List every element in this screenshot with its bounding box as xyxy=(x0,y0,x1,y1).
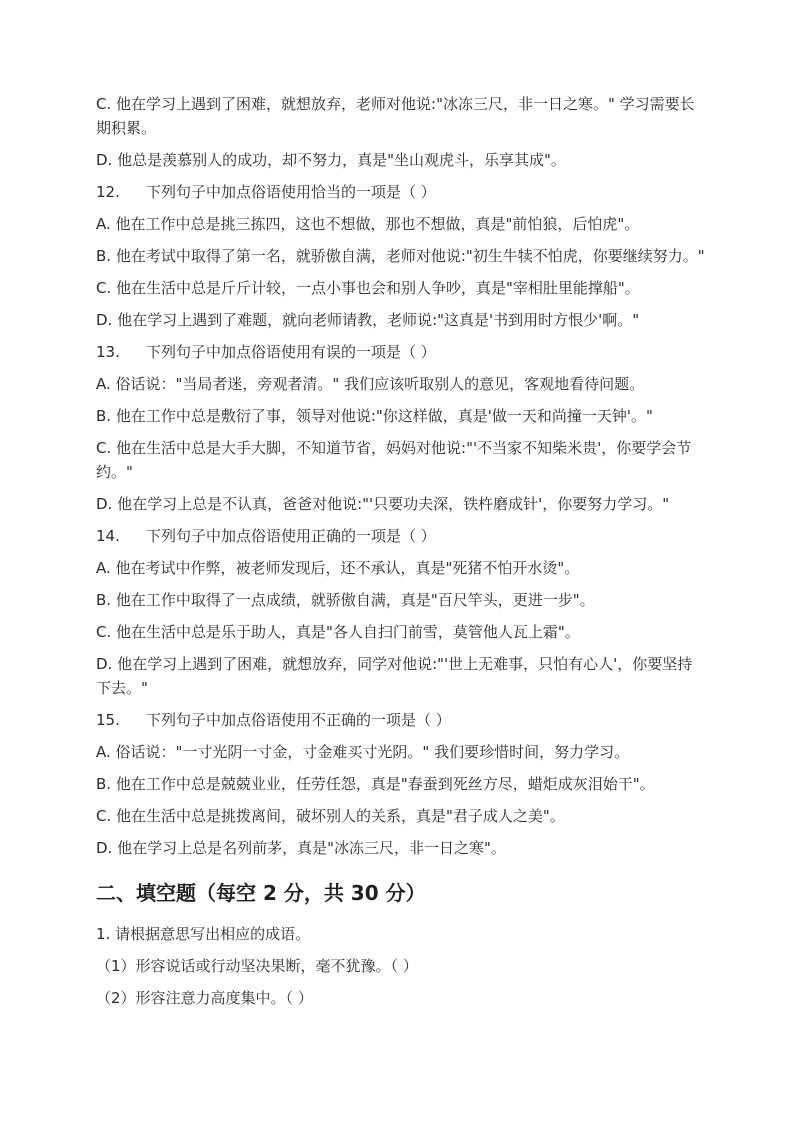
fill-question-1-part1: （1）形容说话或行动坚决果断，毫不犹豫。（ ） xyxy=(96,957,418,975)
question-13 xyxy=(96,340,706,364)
question-15 xyxy=(96,708,706,732)
option-11c-line1: C. 他在学习上遇到了困难，就想放弃，老师对他说:"冰冻三尺，非一日之寒。" 学习需要长 xyxy=(96,95,695,113)
question-number: 15. xyxy=(96,711,120,729)
option-13c-line1: C. 他在生活中总是大手大脚，不知道节省，妈妈对他说:"'不当家不知柴米贵'，你要学会节 xyxy=(96,439,692,457)
option-12a: A. 他在工作中总是挑三拣四，这也不想做，那也不想做，真是"前怕狼，后怕虎"。 xyxy=(96,215,640,233)
question-text: 下列句子中加点俗语使用有误的一项是（ ） xyxy=(146,343,436,361)
option-15c: C. 他在生活中总是挑拨离间，破坏别人的关系，真是"君子成人之美"。 xyxy=(96,807,565,825)
option-13d: D. 他在学习上总是不认真，爸爸对他说:"'只要功夫深，铁杵磨成针'，你要努力学习。" xyxy=(96,495,670,513)
option-15a: A. 俗话说："一寸光阴一寸金，寸金难买寸光阴。" 我们要珍惜时间，努力学习。 xyxy=(96,743,630,761)
option-12d: D. 他在学习上遇到了难题，就向老师请教，老师说:"这真是'书到用时方恨少'啊。" xyxy=(96,311,640,329)
option-13a: A. 俗话说："当局者迷，旁观者清。" 我们应该听取别人的意见，客观地看待问题。 xyxy=(96,375,645,393)
question-12 xyxy=(96,180,706,204)
option-15d: D. 他在学习上总是名列前茅，真是"冰冻三尺，非一日之寒"。 xyxy=(96,839,506,857)
option-15b: B. 他在工作中总是兢兢业业，任劳任怨，真是"春蚕到死丝方尽，蜡炬成灰泪始干"。 xyxy=(96,775,655,793)
fill-question-1-part2: （2）形容注意力高度集中。（ ） xyxy=(96,989,313,1007)
question-14 xyxy=(96,524,706,548)
fill-question-1: 1. 请根据意思写出相应的成语。 xyxy=(96,925,311,943)
option-13c-line2: 约。" xyxy=(96,463,133,481)
option-12c: C. 他在生活中总是斤斤计较，一点小事也会和别人争吵，真是"宰相肚里能撑船"。 xyxy=(96,279,640,297)
option-12b: B. 他在考试中取得了第一名，就骄傲自满，老师对他说:"初生牛犊不怕虎，你要继续努力。" xyxy=(96,247,705,265)
question-number: 13. xyxy=(96,343,120,361)
question-text: 下列句子中加点俗语使用恰当的一项是（ ） xyxy=(146,183,436,201)
option-14c: C. 他在生活中总是乐于助人，真是"各人自扫门前雪，莫管他人瓦上霜"。 xyxy=(96,623,580,641)
option-14d-line1: D. 他在学习上遇到了困难，就想放弃，同学对他说:"'世上无难事，只怕有心人'，你要坚持 xyxy=(96,655,693,673)
question-number: 14. xyxy=(96,527,120,545)
question-text: 下列句子中加点俗语使用正确的一项是（ ） xyxy=(146,527,436,545)
option-14a: A. 他在考试中作弊，被老师发现后，还不承认，真是"死猪不怕开水烫"。 xyxy=(96,559,580,577)
option-11d: D. 他总是羡慕别人的成功，却不努力，真是"坐山观虎斗，乐享其成"。 xyxy=(96,151,566,169)
section-title: 二、填空题（每空 2 分，共 30 分） xyxy=(96,881,426,905)
option-13b: B. 他在工作中总是敷衍了事，领导对他说:"你这样做，真是'做一天和尚撞一天钟'。" xyxy=(96,407,653,425)
option-14d-line2: 下去。" xyxy=(96,679,148,697)
option-14b: B. 他在工作中取得了一点成绩，就骄傲自满，真是"百尺竿头，更进一步"。 xyxy=(96,591,595,609)
option-11c-line2: 期积累。 xyxy=(96,119,157,137)
question-number: 12. xyxy=(96,183,120,201)
question-text: 下列句子中加点俗语使用不正确的一项是（ ） xyxy=(146,711,451,729)
